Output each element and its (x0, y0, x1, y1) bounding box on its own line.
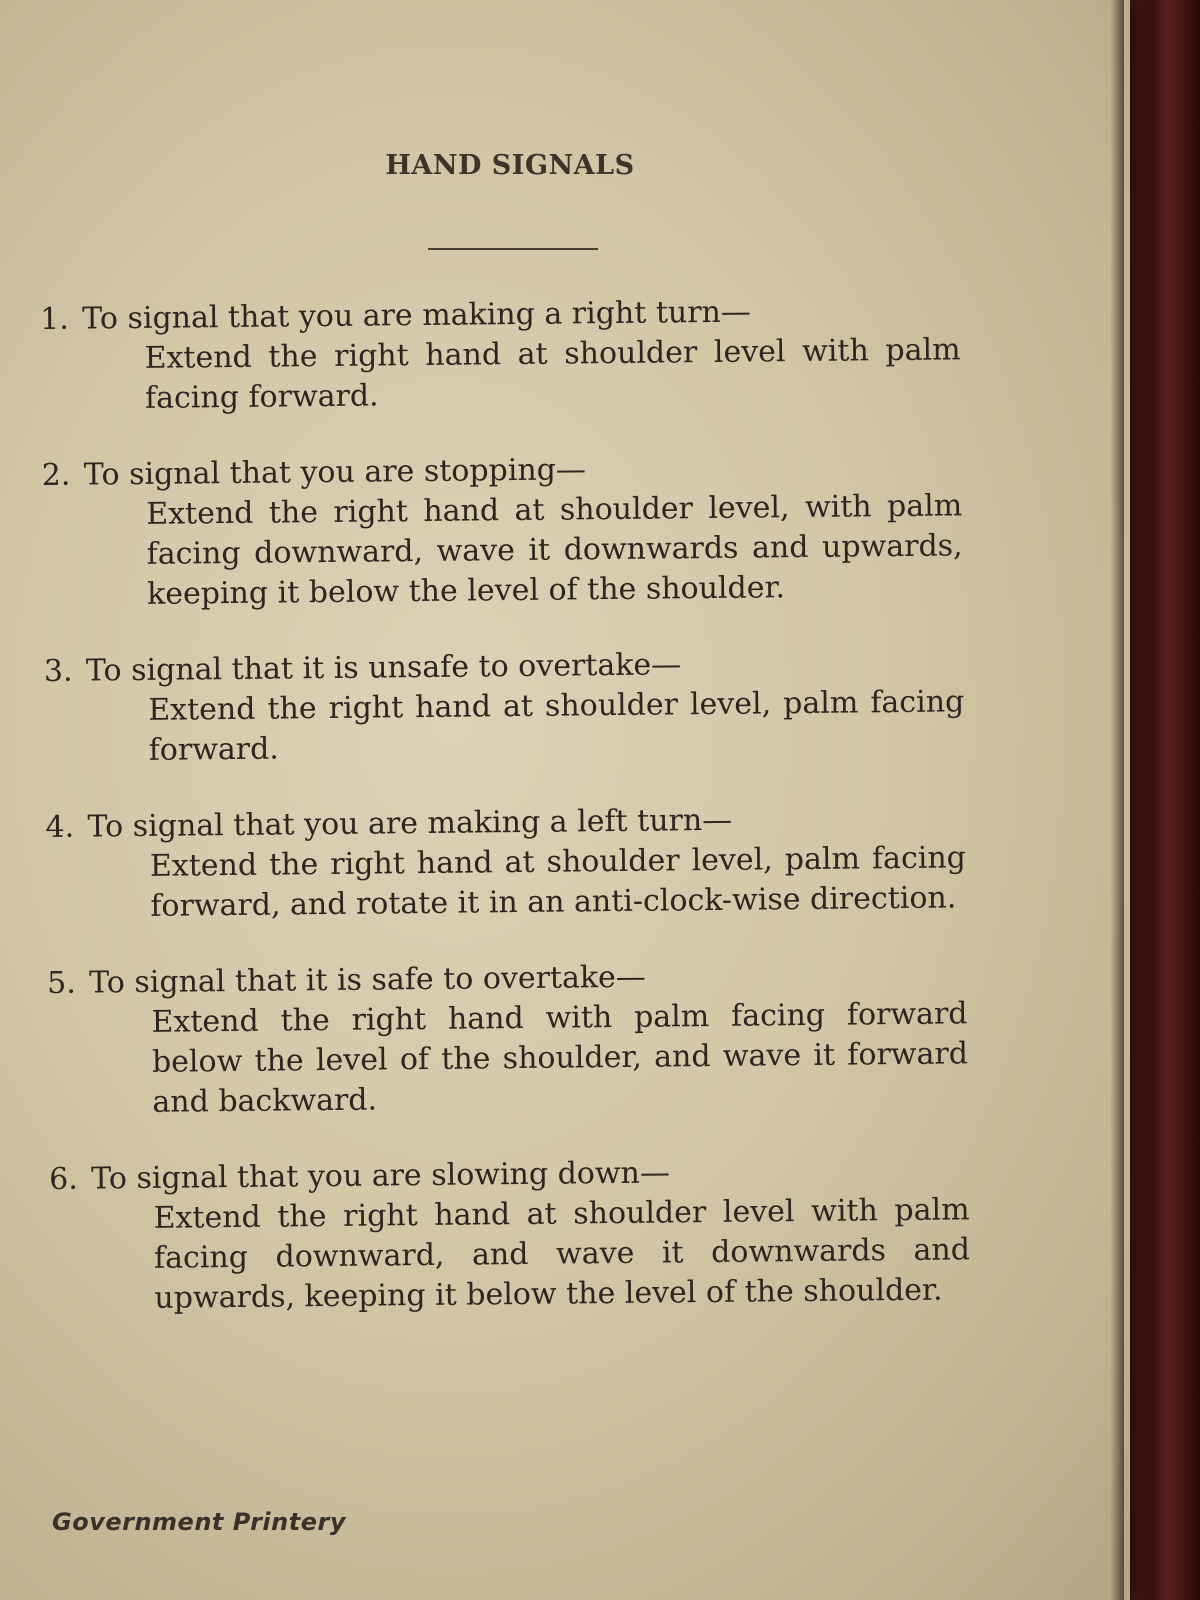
signal-number: 6. (49, 1161, 79, 1197)
signal-heading-text: To signal that you are making a right turn— (82, 294, 752, 337)
signal-item (49, 1150, 971, 1320)
printer-imprint: Government Printery (52, 1508, 346, 1536)
signal-heading-text: To signal that it is safe to overtake— (88, 959, 646, 1001)
signal-number: 1. (40, 301, 70, 337)
signal-instruction: Extend the right hand at shoulder level with palm facing downward, and wave it downwards and upwards, keeping it below the level of the shoulder. (153, 1192, 971, 1316)
title-divider (428, 248, 598, 250)
signal-item (44, 642, 965, 772)
signal-item (47, 954, 969, 1124)
book-spine (1118, 0, 1200, 1600)
signal-instruction: Extend the right hand at shoulder level with palm facing forward. (144, 332, 961, 416)
signal-heading-text: To signal that you are slowing down— (91, 1155, 671, 1197)
page-title: HAND SIGNALS (385, 150, 635, 181)
signal-instruction: Extend the right hand with palm facing forward below the level of the shoulder, and wave it forward and backward. (151, 996, 969, 1120)
signal-list (40, 290, 971, 1356)
signal-heading-text: To signal that it is unsafe to overtake— (85, 647, 682, 689)
signal-heading-text: To signal that you are stopping— (83, 452, 587, 493)
signal-instruction: Extend the right hand at shoulder level, palm facing forward, and rotate it in an anti-clock-wise direction. (149, 840, 967, 924)
signal-item (40, 290, 961, 420)
signal-number: 2. (41, 457, 71, 493)
signal-number: 3. (43, 653, 73, 689)
signal-heading-text: To signal that you are making a left turn— (87, 802, 733, 845)
signal-number: 4. (45, 809, 75, 845)
signal-instruction: Extend the right hand at shoulder level, with palm facing downward, wave it downwards and upwards, keeping it below the level of the shoulder. (146, 488, 963, 612)
signal-item (45, 798, 966, 928)
signal-number: 5. (46, 965, 76, 1001)
signal-instruction: Extend the right hand at shoulder level, palm facing forward. (148, 684, 965, 768)
page-edge-shadow (1110, 0, 1124, 1600)
signal-item (42, 446, 964, 616)
